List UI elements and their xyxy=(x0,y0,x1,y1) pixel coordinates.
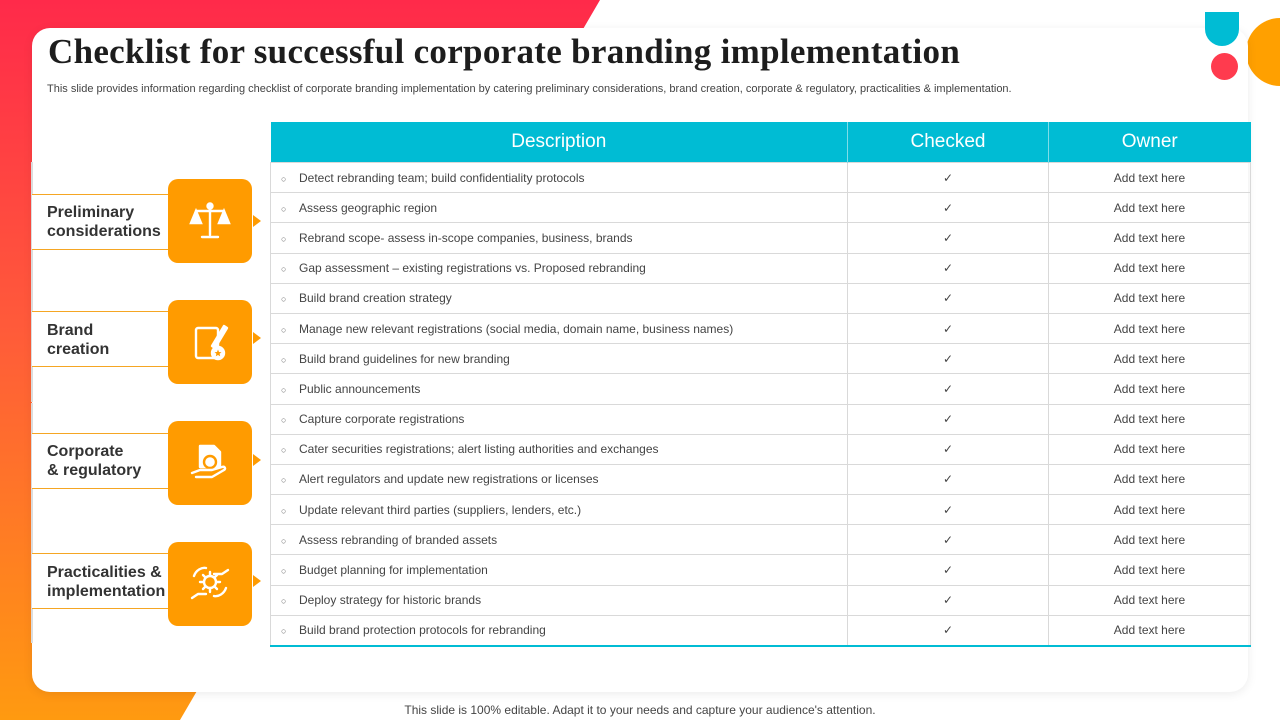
cell-checked: ✓ xyxy=(848,555,1049,585)
cell-checked: ✓ xyxy=(848,525,1049,555)
description-text: Cater securities registrations; alert listing authorities and exchanges xyxy=(299,442,659,457)
cell-checked: ✓ xyxy=(848,223,1049,253)
cell-description xyxy=(271,283,848,313)
gear-hands-icon xyxy=(168,542,252,626)
bullet-circle-icon: ○ xyxy=(281,535,287,546)
bullet-circle-icon: ○ xyxy=(281,505,287,516)
table-row xyxy=(271,313,1251,343)
cell-description xyxy=(271,313,848,343)
category-label: Brand creation xyxy=(47,322,110,358)
cell-description xyxy=(271,344,848,374)
cell-checked: ✓ xyxy=(848,344,1049,374)
cell-owner[interactable]: Add text here xyxy=(1049,193,1251,223)
table-row xyxy=(271,283,1251,313)
bullet-circle-icon: ○ xyxy=(281,294,287,305)
cell-checked: ✓ xyxy=(848,585,1049,615)
description-text: Deploy strategy for historic brands xyxy=(299,593,482,608)
cell-checked: ✓ xyxy=(848,253,1049,283)
cell-owner[interactable]: Add text here xyxy=(1049,585,1251,615)
description-text: Capture corporate registrations xyxy=(299,412,465,427)
cell-description xyxy=(271,615,848,646)
description-text: Build brand protection protocols for rebranding xyxy=(299,623,546,638)
decor-orange-circle xyxy=(1246,18,1280,86)
cell-description xyxy=(271,464,848,494)
bullet-circle-icon: ○ xyxy=(281,233,287,244)
cell-checked: ✓ xyxy=(848,615,1049,646)
cell-description xyxy=(271,585,848,615)
scales-icon xyxy=(168,179,252,263)
cell-description xyxy=(271,555,848,585)
page-subtitle: This slide provides information regarding checklist of corporate branding implementation by catering preliminary considerations, brand creation, corporate & regulatory, practicalities & implementation. xyxy=(47,83,1012,95)
cell-checked: ✓ xyxy=(848,283,1049,313)
cell-owner[interactable]: Add text here xyxy=(1049,283,1251,313)
cell-description xyxy=(271,525,848,555)
bullet-circle-icon: ○ xyxy=(281,626,287,637)
bullet-circle-icon: ○ xyxy=(281,203,287,214)
bullet-circle-icon: ○ xyxy=(281,354,287,365)
bullet-circle-icon: ○ xyxy=(281,566,287,577)
cell-description xyxy=(271,223,848,253)
bullet-circle-icon: ○ xyxy=(281,264,287,275)
checklist-table xyxy=(270,122,1251,647)
table-row xyxy=(271,193,1251,223)
cell-owner[interactable]: Add text here xyxy=(1049,253,1251,283)
cell-owner[interactable]: Add text here xyxy=(1049,404,1251,434)
description-text: Build brand creation strategy xyxy=(299,291,452,306)
cell-description xyxy=(271,374,848,404)
description-text: Gap assessment – existing registrations vs. Proposed rebranding xyxy=(299,261,646,276)
table-row xyxy=(271,495,1251,525)
cell-owner[interactable]: Add text here xyxy=(1049,163,1251,193)
bullet-circle-icon: ○ xyxy=(281,596,287,607)
cell-checked: ✓ xyxy=(848,495,1049,525)
category-label: Corporate & regulatory xyxy=(47,443,142,479)
table-row xyxy=(271,585,1251,615)
cell-owner[interactable]: Add text here xyxy=(1049,525,1251,555)
header-checked: Checked xyxy=(848,122,1049,163)
cell-checked: ✓ xyxy=(848,313,1049,343)
cell-description xyxy=(271,404,848,434)
bullet-circle-icon: ○ xyxy=(281,475,287,486)
description-text: Build brand guidelines for new branding xyxy=(299,351,510,366)
cell-owner[interactable]: Add text here xyxy=(1049,313,1251,343)
category-arrow xyxy=(253,454,261,466)
table-row xyxy=(271,615,1251,646)
description-text: Manage new relevant registrations (social media, domain name, business names) xyxy=(299,321,734,336)
description-text: Update relevant third parties (suppliers, lenders, etc.) xyxy=(299,502,582,517)
decor-teal-shape xyxy=(1205,12,1239,46)
bullet-circle-icon: ○ xyxy=(281,324,287,335)
header-description: Description xyxy=(271,122,848,163)
category-arrow xyxy=(253,332,261,344)
header-owner: Owner xyxy=(1049,122,1251,163)
table-row xyxy=(271,404,1251,434)
description-text: Assess geographic region xyxy=(299,200,438,215)
table-row xyxy=(271,344,1251,374)
category-label: Practicalities & implementation xyxy=(47,564,166,600)
decor-red-circle xyxy=(1211,53,1238,80)
cell-description xyxy=(271,495,848,525)
document-pen-icon xyxy=(168,300,252,384)
category-arrow xyxy=(253,575,261,587)
table-row xyxy=(271,223,1251,253)
bullet-circle-icon: ○ xyxy=(281,445,287,456)
document-hand-icon xyxy=(168,421,252,505)
cell-owner[interactable]: Add text here xyxy=(1049,615,1251,646)
cell-checked: ✓ xyxy=(848,163,1049,193)
bullet-circle-icon: ○ xyxy=(281,415,287,426)
table-row xyxy=(271,464,1251,494)
table-body xyxy=(271,163,1251,647)
cell-description xyxy=(271,163,848,193)
table-row xyxy=(271,555,1251,585)
cell-owner[interactable]: Add text here xyxy=(1049,495,1251,525)
description-text: Budget planning for implementation xyxy=(299,563,488,578)
footer-note: This slide is 100% editable. Adapt it to your needs and capture your audience's attention. xyxy=(404,703,876,717)
category-arrow xyxy=(253,215,261,227)
cell-owner[interactable]: Add text here xyxy=(1049,434,1251,464)
cell-checked: ✓ xyxy=(848,404,1049,434)
cell-description xyxy=(271,253,848,283)
cell-owner[interactable]: Add text here xyxy=(1049,344,1251,374)
cell-checked: ✓ xyxy=(848,434,1049,464)
cell-owner[interactable]: Add text here xyxy=(1049,223,1251,253)
description-text: Detect rebranding team; build confidentiality protocols xyxy=(299,170,585,185)
table-row xyxy=(271,253,1251,283)
cell-owner[interactable]: Add text here xyxy=(1049,555,1251,585)
table-row xyxy=(271,525,1251,555)
page-title: Checklist for successful corporate branding implementation xyxy=(48,32,961,71)
cell-owner[interactable]: Add text here xyxy=(1049,374,1251,404)
cell-checked: ✓ xyxy=(848,193,1049,223)
description-text: Alert regulators and update new registrations or licenses xyxy=(299,472,599,487)
cell-checked: ✓ xyxy=(848,464,1049,494)
description-text: Public announcements xyxy=(299,381,421,396)
table-row xyxy=(271,163,1251,193)
description-text: Assess rebranding of branded assets xyxy=(299,532,498,547)
category-label: Preliminary considerations xyxy=(47,204,161,240)
cell-description xyxy=(271,434,848,464)
table-row xyxy=(271,374,1251,404)
cell-checked: ✓ xyxy=(848,374,1049,404)
cell-owner[interactable]: Add text here xyxy=(1049,464,1251,494)
bullet-circle-icon: ○ xyxy=(281,173,287,184)
description-text: Rebrand scope- assess in-scope companies, business, brands xyxy=(299,230,633,245)
table-row xyxy=(271,434,1251,464)
cell-description xyxy=(271,193,848,223)
table-header-row xyxy=(271,122,1251,163)
bullet-circle-icon: ○ xyxy=(281,384,287,395)
